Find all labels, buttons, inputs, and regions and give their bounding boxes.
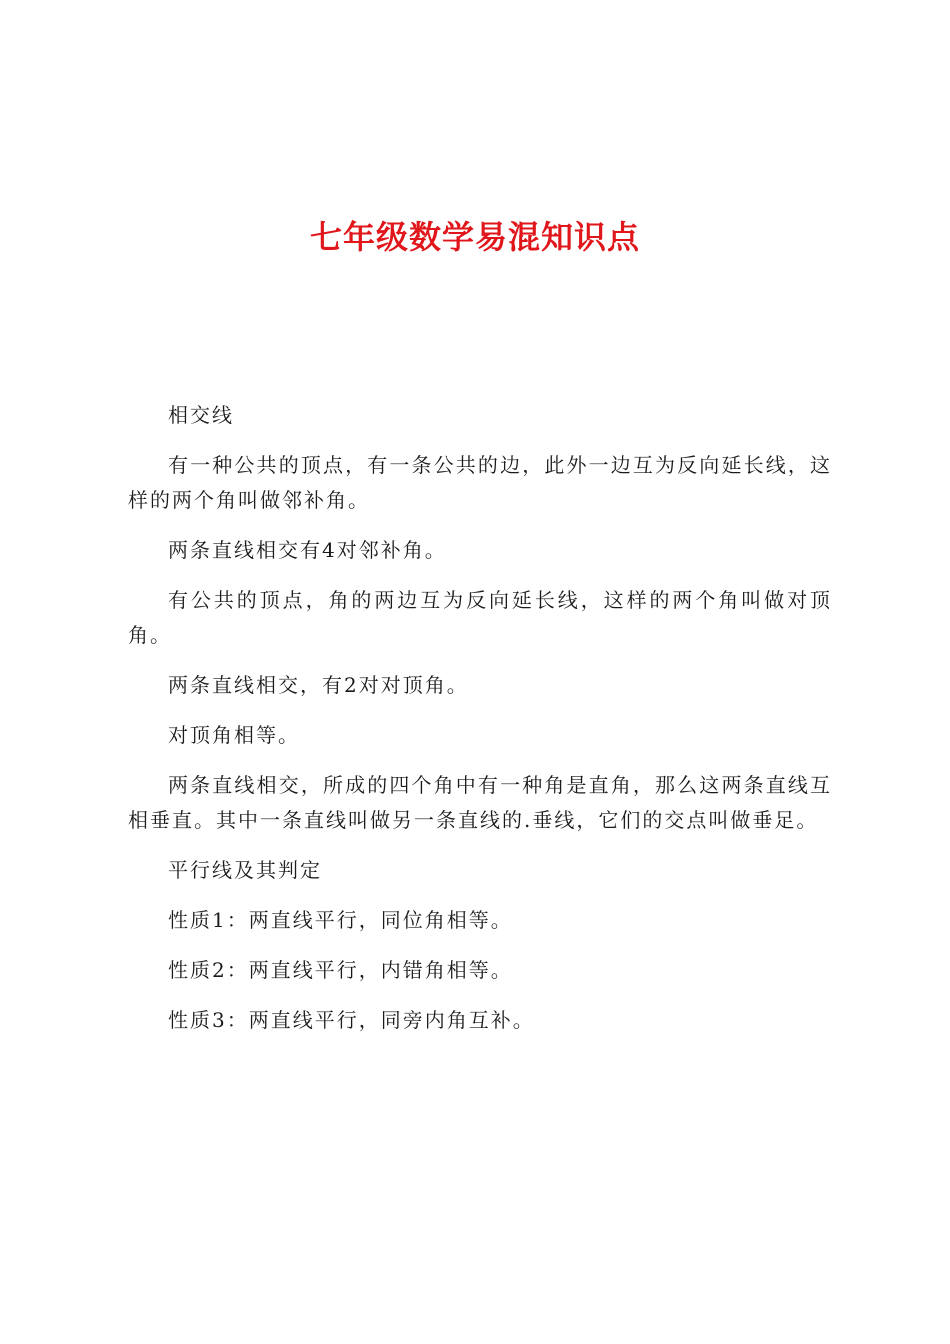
paragraph-perpendicular-definition: 两条直线相交，所成的四个角中有一种角是直角，那么这两条直线互相垂直。其中一条直线叫做另一条直线的.垂线，它们的交点叫做垂足。	[128, 773, 832, 832]
section-heading-intersecting-lines: 相交线	[168, 403, 234, 427]
paragraph-adjacent-angle-count: 两条直线相交有4对邻补角。	[168, 538, 447, 562]
paragraph-vertical-angle-count: 两条直线相交，有2对对顶角。	[168, 673, 469, 697]
document-body	[128, 398, 832, 1053]
paragraph-adjacent-supplementary-angles: 有一种公共的顶点，有一条公共的边，此外一边互为反向延长线，这样的两个角叫做邻补角。	[128, 453, 832, 512]
page-title: 七年级数学易混知识点	[309, 218, 640, 256]
paragraph-vertical-angles-equal: 对顶角相等。	[168, 723, 300, 747]
section-heading-parallel-lines: 平行线及其判定	[168, 858, 322, 882]
paragraph-property-2: 性质2：两直线平行，内错角相等。	[168, 958, 513, 982]
paragraph-property-1: 性质1：两直线平行，同位角相等。	[168, 908, 513, 932]
paragraph-property-3: 性质3：两直线平行，同旁内角互补。	[168, 1008, 535, 1032]
paragraph-vertical-angles-definition: 有公共的顶点，角的两边互为反向延长线，这样的两个角叫做对顶角。	[128, 588, 832, 647]
